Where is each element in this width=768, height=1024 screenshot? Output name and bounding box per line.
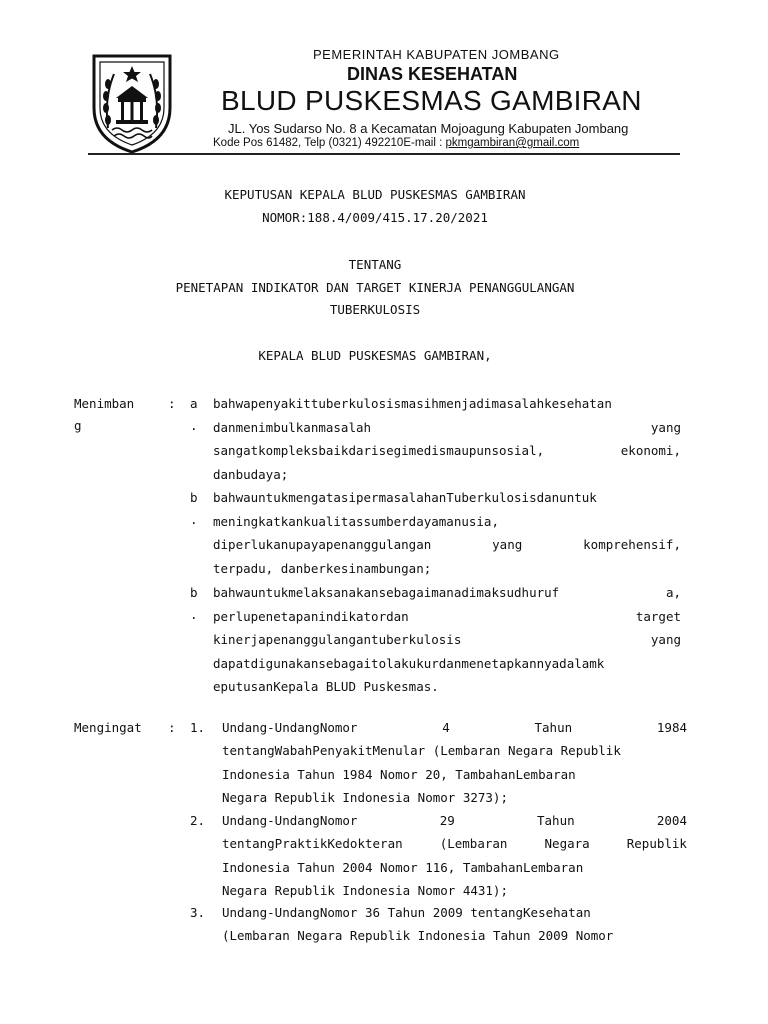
menimbang-item-line [213, 467, 288, 482]
letterhead-divider [88, 153, 680, 155]
email-link[interactable]: pkmgambiran@gmail.com [445, 137, 580, 149]
item-marker-dot: . [190, 418, 198, 433]
regency-coat-of-arms-icon [84, 48, 180, 156]
decree-number: NOMOR:188.4/009/415.17.20/2021 [262, 210, 488, 225]
line-segment: bahwauntukmengatasipermasalahanTuberkulosisdanuntuk [213, 490, 597, 505]
line-segment: 1984 [656, 720, 687, 735]
mengingat-item-line [222, 928, 613, 943]
item-number: 1. [190, 720, 206, 735]
menimbang-item-line [213, 656, 604, 671]
line-segment: sangatkompleksbaikdarisegimedismaupunsosial, [213, 443, 545, 458]
line-segment: Indonesia Tahun 1984 Nomor 20, TambahanLembaran [222, 766, 576, 782]
line-segment: Undang-UndangNomor 36 Tahun 2009 tentangKesehatan [222, 905, 591, 920]
menimbang-item-line [213, 537, 681, 552]
mengingat-colon: : [168, 720, 176, 735]
line-segment: bahwapenyakittuberkulosismasihmenjadimasalahkesehatan [213, 396, 612, 411]
contact-text: Kode Pos 61482, Telp (0321) 492210E-mail : [213, 137, 446, 149]
line-segment: Republik [626, 836, 687, 852]
line-segment: diperlukanupayapenanggulangan [213, 537, 432, 552]
mengingat-item-line [222, 790, 508, 805]
mengingat-item-line [222, 836, 687, 851]
menimbang-item-line [213, 420, 681, 435]
menimbang-colon: : [168, 396, 176, 411]
line-segment: Indonesia Tahun 2004 Nomor 116, TambahanLembaran [222, 859, 584, 875]
line-segment: terpadu, danberkesinambungan; [213, 560, 432, 576]
menimbang-label-cont: g [74, 418, 82, 433]
line-segment: target [635, 608, 681, 624]
item-marker: b [190, 490, 198, 505]
item-number: 3. [190, 905, 206, 920]
address-line: JL. Yos Sudarso No. 8 a Kecamatan Mojoagung Kabupaten Jombang [228, 121, 629, 136]
line-segment: komprehensif, [583, 537, 681, 552]
line-segment: Negara [544, 836, 590, 852]
line-segment: eputusanKepala BLUD Puskesmas. [213, 679, 439, 694]
menimbang-item-line [213, 609, 681, 624]
line-segment: Tahun [537, 813, 575, 828]
line-segment: perlupenetapanindikatordan [213, 608, 409, 624]
line-segment: 2004 [656, 813, 687, 828]
mengingat-item-line [222, 743, 621, 758]
menimbang-item-line [213, 443, 681, 458]
line-segment: Negara Republik Indonesia Nomor 4431); [222, 882, 508, 898]
menimbang-item-line [213, 514, 499, 529]
line-segment: tentangWabahPenyakitMenular (Lembaran Negara Republik [222, 743, 621, 759]
item-marker: b [190, 585, 198, 600]
mengingat-item-line [222, 767, 576, 782]
line-segment: kinerjapenanggulangantuberkulosis [213, 632, 462, 647]
item-marker-dot: . [190, 512, 198, 527]
line-segment: (Lembaran [439, 836, 508, 852]
line-segment: bahwauntukmelaksanakansebagaimanadimaksudhuruf [213, 585, 560, 600]
agency-name: DINAS KESEHATAN [347, 64, 518, 84]
line-segment: tentangPraktikKedokteran [222, 836, 403, 852]
decree-authority: KEPALA BLUD PUSKESMAS GAMBIRAN, [258, 348, 492, 363]
line-segment: ekonomi, [620, 443, 681, 458]
contact-line [213, 137, 579, 149]
item-marker-dot: . [190, 607, 198, 622]
institution-name: BLUD PUSKESMAS GAMBIRAN [221, 85, 642, 116]
decree-about: TENTANG [348, 257, 402, 272]
decree-title: KEPUTUSAN KEPALA BLUD PUSKESMAS GAMBIRAN [224, 187, 526, 202]
menimbang-item-line [213, 561, 431, 576]
line-segment: yang [650, 632, 681, 647]
decree-subject-line1: PENETAPAN INDIKATOR DAN TARGET KINERJA PENANGGULANGAN [175, 280, 575, 295]
line-segment: meningkatkankualitassumberdayamanusia, [213, 513, 499, 529]
menimbang-item-line [213, 585, 681, 600]
line-segment: danmenimbulkanmasalah [213, 419, 372, 435]
line-segment: yang [492, 537, 523, 552]
menimbang-item-line [213, 396, 612, 411]
government-name: PEMERINTAH KABUPATEN JOMBANG [313, 47, 560, 62]
mengingat-item-line [222, 905, 591, 920]
line-segment: 4 [442, 720, 450, 735]
line-segment: danbudaya; [213, 466, 289, 482]
line-segment: 29 [439, 813, 455, 828]
mengingat-item-line [222, 720, 687, 735]
line-segment: dapatdigunakansebagaitolakukurdanmenetapkannyadalamk [213, 655, 605, 671]
menimbang-item-line [213, 679, 439, 694]
line-segment: Undang-UndangNomor [222, 720, 358, 735]
menimbang-label: Menimban [74, 396, 135, 411]
line-segment: Tahun [534, 720, 573, 735]
line-segment: Undang-UndangNomor [222, 813, 358, 828]
menimbang-item-line [213, 490, 597, 505]
item-number: 2. [190, 813, 206, 828]
line-segment: Negara Republik Indonesia Nomor 3273); [222, 789, 508, 805]
line-segment: yang [650, 419, 681, 435]
item-marker: a [190, 396, 198, 411]
mengingat-item-line [222, 860, 583, 875]
line-segment: (Lembaran Negara Republik Indonesia Tahun 2009 Nomor [222, 928, 614, 944]
mengingat-item-line [222, 883, 508, 898]
mengingat-label: Mengingat [74, 720, 142, 735]
line-segment: a, [665, 585, 681, 600]
mengingat-item-line [222, 813, 687, 828]
menimbang-item-line [213, 632, 681, 647]
decree-subject-line2: TUBERKULOSIS [329, 302, 421, 317]
